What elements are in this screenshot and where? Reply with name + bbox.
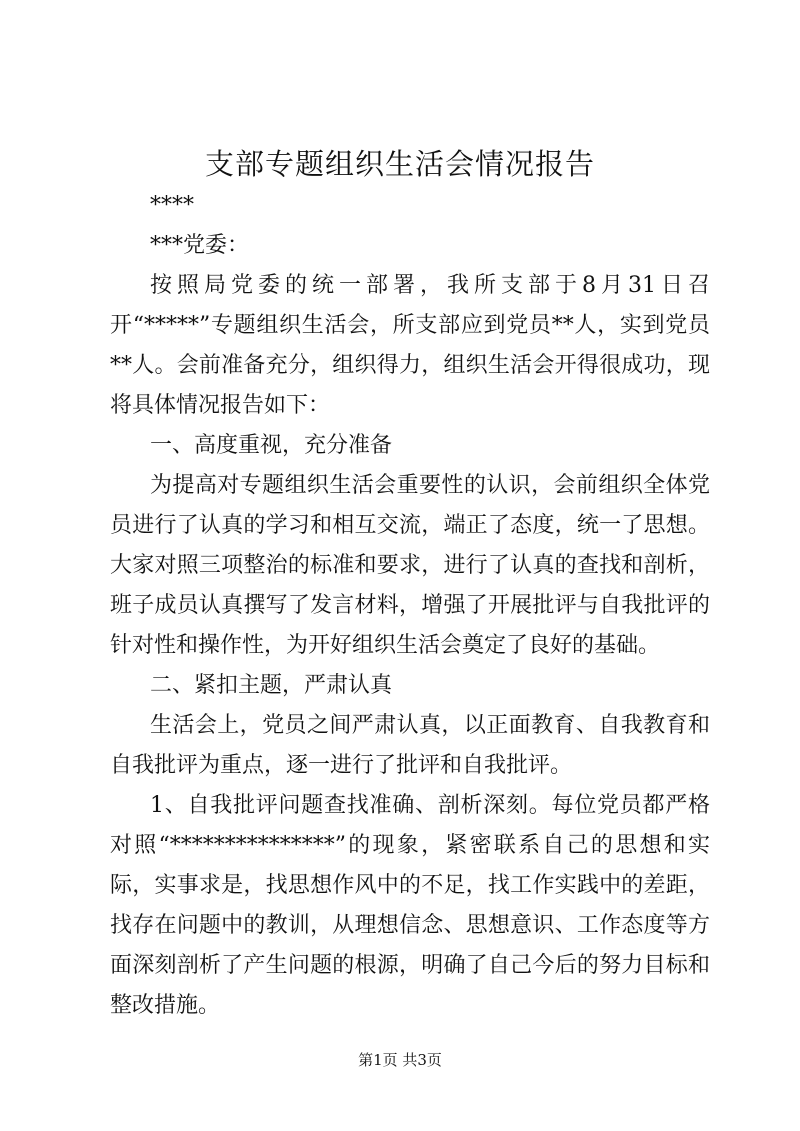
paragraph-date: ****: [150, 193, 194, 218]
page-footer: 第1页 共3页: [358, 1051, 442, 1069]
section-heading-2: 二、紧扣主题，严肃认真: [150, 673, 393, 698]
section-heading-1: 一、高度重视，充分准备: [150, 433, 393, 458]
paragraph-section-1: 为提高对专题组织生活会重要性的认识，会前组织全体党员进行了认真的学习和相互交流，端正了态度，统一了思想。大家对照三项整治的标准和要求，进行了认真的查找和剖析，班子成员认真撰写了发言材料，增强了开展批评与自我批评的针对性和操作性，为开好组织生活会奠定了良好的基础。: [110, 473, 710, 658]
paragraph-section-2: 生活会上，党员之间严肃认真，以正面教育、自我教育和自我批评为重点，逐一进行了批评和自我批评。: [110, 713, 710, 778]
document-title: 支部专题组织生活会情况报告: [204, 147, 595, 181]
paragraph-item-1: 1、自我批评问题查找准确、剖析深刻。每位党员都严格对照“***************”的现象，紧密联系自己的思想和实际，实事求是，找思想作风中的不足，找工作实践中的差距，找存在问题中的教训，从理想信念、思想意识、工作态度等方面深刻剖析了产生问题的根源，明确了自己今后的努力目标和整改措施。: [110, 793, 710, 1018]
document-body: [110, 186, 710, 1026]
paragraph-intro: 按照局党委的统一部署，我所支部于8月31日召开“*****”专题组织生活会，所支部应到党员**人，实到党员**人。会前准备充分，组织得力，组织生活会开得很成功，现将具体情况报告如下：: [110, 273, 710, 418]
paragraph-recipient: ***党委：: [150, 233, 250, 258]
